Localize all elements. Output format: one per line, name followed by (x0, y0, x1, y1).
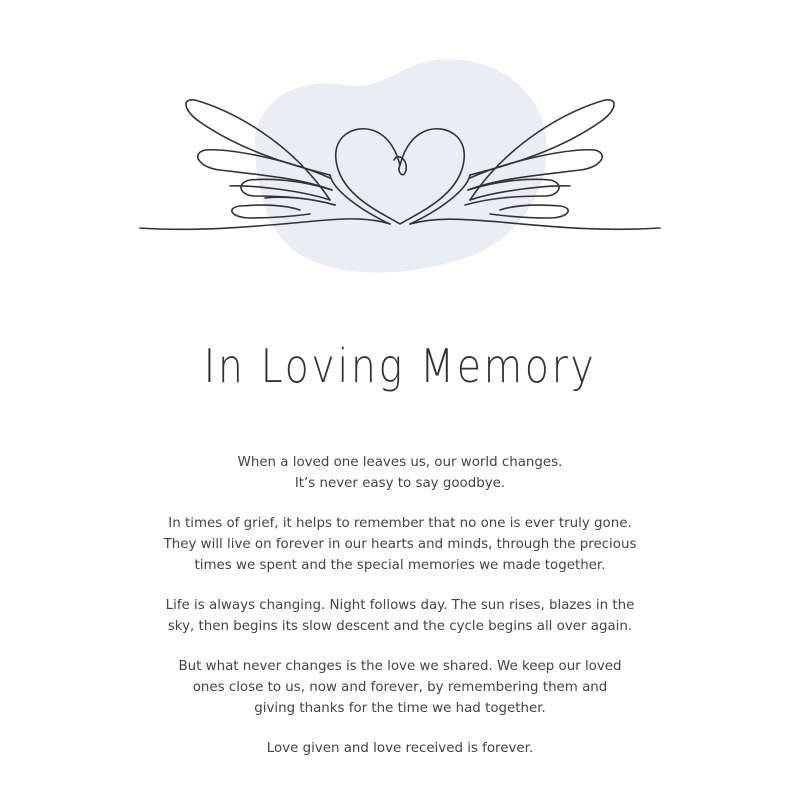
memorial-text (150, 452, 650, 778)
winged-heart-illustration (0, 0, 800, 300)
paragraph (150, 452, 650, 494)
text-line: Love given and love received is forever. (266, 741, 534, 756)
text-line: They will live on forever in our hearts and minds, through the precious (163, 537, 637, 552)
paragraph (150, 738, 650, 759)
paragraph (150, 513, 650, 576)
page-title: In Loving Memory (203, 339, 597, 393)
paragraph (150, 595, 650, 637)
text-line: sky, then begins its slow descent and the cycle begins all over again. (167, 619, 633, 634)
text-line: It’s never easy to say goodbye. (294, 476, 506, 491)
text-line: In times of grief, it helps to remember that no one is ever truly gone. (168, 516, 632, 531)
text-line: But what never changes is the love we shared. We keep our loved (178, 659, 622, 674)
text-line: Life is always changing. Night follows day. The sun rises, blazes in the (165, 598, 635, 613)
text-line: ones close to us, now and forever, by remembering them and (192, 680, 608, 695)
paragraph (150, 656, 650, 719)
text-line: When a loved one leaves us, our world changes. (237, 455, 563, 470)
text-line: giving thanks for the time we had together. (254, 701, 546, 716)
text-line: times we spent and the special memories we made together. (194, 558, 606, 573)
